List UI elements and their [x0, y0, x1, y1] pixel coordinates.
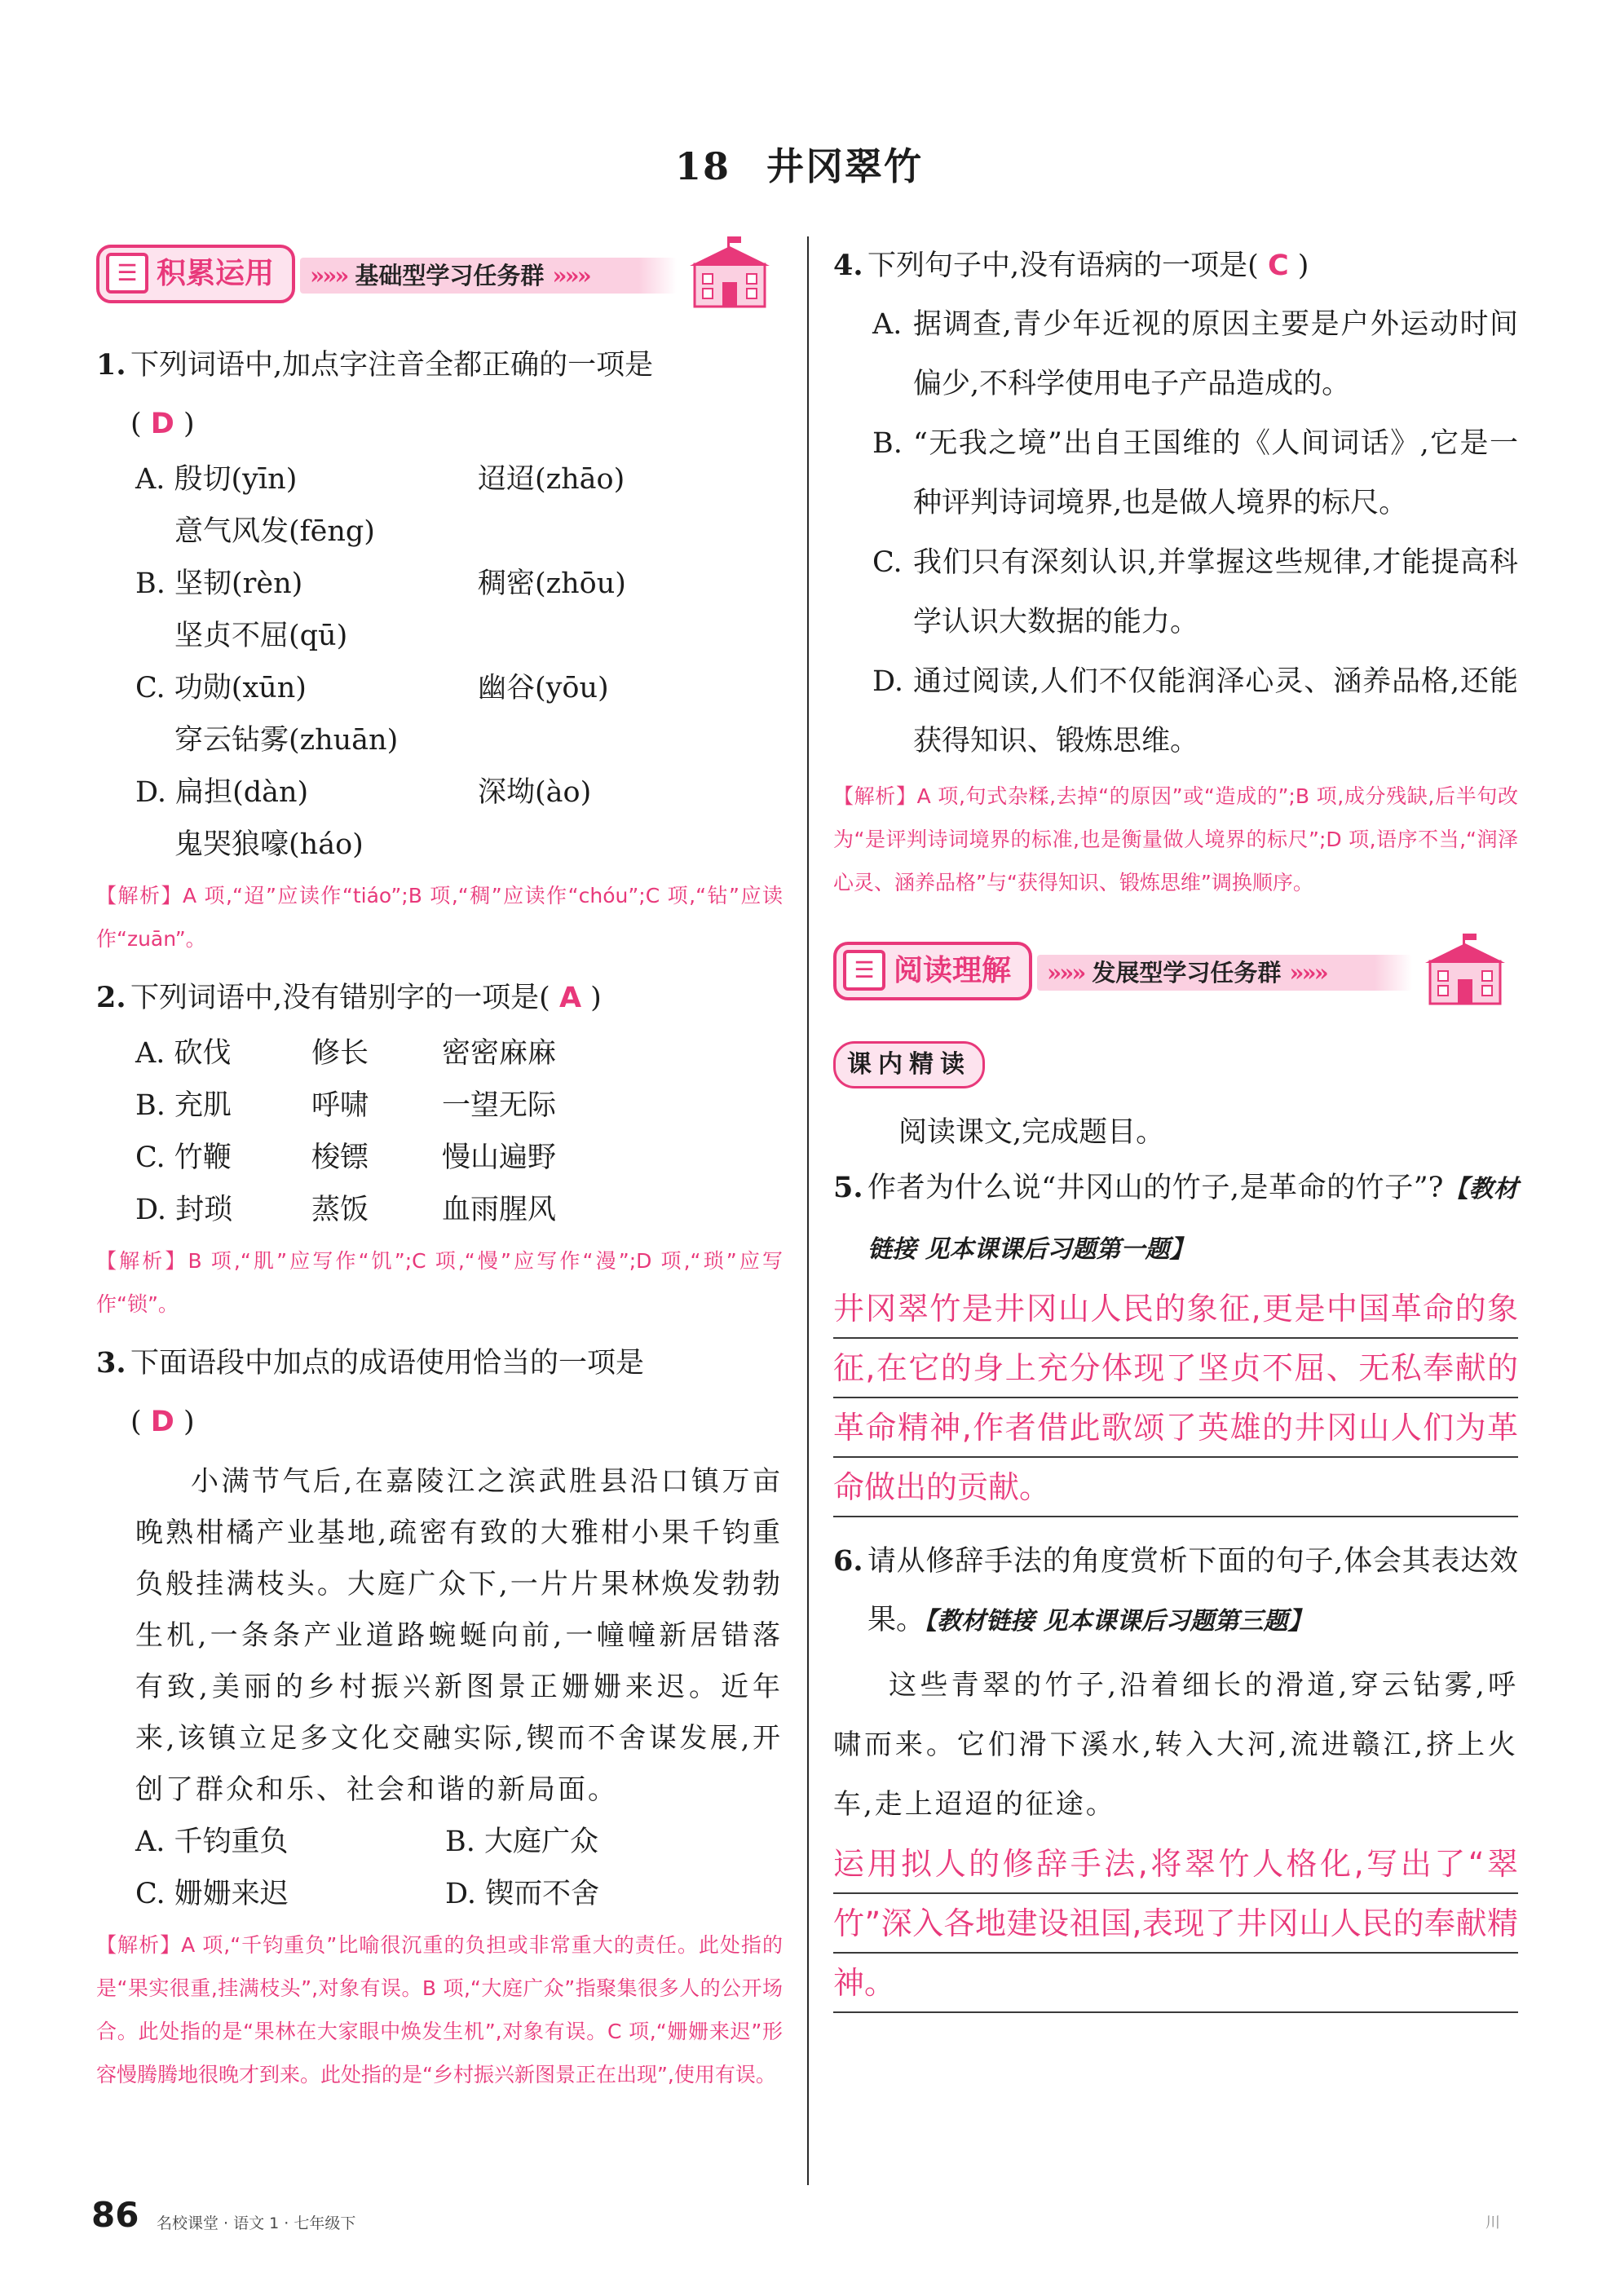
book-icon: ☰	[843, 950, 885, 991]
option-c: C. 我们只有深刻认识,并掌握这些规律,才能提高科学认识大数据的能力。	[872, 546, 1518, 638]
lesson-title: 井冈翠竹	[766, 144, 923, 188]
options	[135, 453, 783, 871]
option-d-2: 深坳(ào)	[478, 776, 592, 809]
section-banner-accumulate	[96, 236, 783, 315]
question-number: 3.	[96, 1346, 126, 1380]
handwritten-answer: 运用拟人的修辞手法,将翠竹人格化,写出了“翠竹”深入各地建设祖国,表现了井冈山人民的奉献精神。	[833, 1835, 1518, 2013]
question-2	[96, 969, 783, 1326]
option-d: D. 锲而不舍	[445, 1878, 600, 1910]
question-stem: 下面语段中加点的成语使用恰当的一项是 ( D )	[130, 1347, 645, 1438]
subsection-tag: 课内精读	[833, 1041, 985, 1088]
section-banner-reading	[833, 934, 1518, 1012]
option-cell: 呼啸	[311, 1089, 369, 1122]
option-a-3: 意气风发(fēng)	[174, 515, 375, 548]
option-cell: 蒸饭	[311, 1194, 369, 1226]
option-c: C. 姗姗来迟	[135, 1878, 289, 1910]
answer-choice: D	[150, 1406, 174, 1438]
option-b-2: 稠密(zhōu)	[478, 567, 626, 600]
school-icon	[685, 236, 775, 310]
option-cell: 密密麻麻	[442, 1037, 557, 1070]
option-b: B. “无我之境”出自王国维的《人间词话》,它是一种评判诗词境界,也是做人境界的标尺。	[872, 427, 1518, 519]
option-d: D. 扁担(dàn)	[135, 776, 309, 809]
option-a: A. 据调查,青少年近视的原因主要是户外运动时间偏少,不科学使用电子产品造成的。	[872, 308, 1518, 400]
section-tag: 积累运用	[96, 245, 295, 303]
option-a: A. 千钧重负	[135, 1826, 289, 1858]
textbook-link: 【教材链接 见本课课后习题第一题】	[867, 1175, 1518, 1264]
option-b: B. 坚韧(rèn)	[135, 567, 303, 600]
option-cell: 一望无际	[442, 1089, 557, 1122]
analysis: 【解析】A 项,“迢”应读作“tiáo”;B 项,“稠”应读作“chóu”;C 项,“钻”应读作“zuān”。	[96, 884, 783, 951]
question-6	[833, 1532, 1518, 2013]
question-number: 5.	[833, 1171, 863, 1204]
option-b: B. 大庭广众	[445, 1826, 598, 1858]
school-icon	[1420, 934, 1510, 1007]
analysis: 【解析】A 项,句式杂糅,去掉“的原因”或“造成的”;B 项,成分残缺,后半句改为“是评判诗词境界的标准,也是衡量做人境界的标尺”;D 项,语序不当,“润泽心灵、涵养品格”与“获得知识、锻炼思维”调换顺序。	[833, 784, 1518, 894]
passage: 小满节气后,在嘉陵江之滨武胜县沿口镇万亩晚熟柑橘产业基地,疏密有致的大雅柑小果千钧重负般挂满枝头。大庭广众下,一片片果林焕发勃勃生机,一条条产业道路蜿蜒向前,一幢幢新居错落有致,美丽的乡村振兴新图景正姗姗来迟。近年来,该镇立足多文化交融实际,锲而不舍谋发展,开创了群众和乐、社会和谐的新局面。	[135, 1465, 783, 1806]
section-strip: »»» 基础型学习任务群 »»»	[300, 258, 677, 294]
question-5	[833, 1159, 1518, 1517]
section-strip: »»» 发展型学习任务群 »»»	[1037, 955, 1412, 991]
option-cell: 梭镖	[311, 1141, 369, 1174]
passage: 这些青翠的竹子,沿着细长的滑道,穿云钻雾,呼啸而来。它们滑下溪水,转入大河,流进赣江,挤上火车,走上迢迢的征途。	[833, 1669, 1518, 1821]
question-number: 6.	[833, 1544, 863, 1578]
question-4	[833, 236, 1518, 904]
analysis: 【解析】A 项,“千钧重负”比喻很沉重的负担或非常重大的责任。此处指的是“果实很重,挂满枝头”,对象有误。B 项,“大庭广众”指聚集很多人的公开场合。此处指的是“果林在大家眼中焕发生机”,对象有误。C 项,“姗姗来迟”形容慢腾腾地很晚才到来。此处指的是“乡村振兴新图景正在出现”,使用有误。	[96, 1933, 783, 2086]
option-c-2: 幽谷(yōu)	[478, 672, 609, 704]
option-c-3: 穿云钻雾(zhuān)	[174, 724, 399, 757]
section-tag: 阅读理解	[833, 942, 1032, 1000]
option-a: A. 殷切(yīn)	[135, 463, 298, 496]
question-stem: 作者为什么说“井冈山的竹子,是革命的竹子”?【教材链接 见本课课后习题第一题】	[867, 1172, 1518, 1264]
option-cell: A. 砍伐	[135, 1037, 232, 1070]
option-cell: 血雨腥风	[442, 1194, 557, 1226]
option-a-2: 迢迢(zhāo)	[478, 463, 625, 496]
footer-mark: 川	[1485, 2214, 1500, 2232]
analysis: 【解析】B 项,“肌”应写作“饥”;C 项,“慢”应写作“漫”;D 项,“琐”应写作“锁”。	[96, 1249, 783, 1316]
answer-choice: C	[1267, 249, 1289, 282]
textbook-link: 【教材链接 见本课课后习题第三题】	[925, 1607, 1313, 1636]
option-d: D. 通过阅读,人们不仅能润泽心灵、涵养品格,还能获得知识、锻炼思维。	[872, 665, 1518, 757]
option-cell: 修长	[311, 1037, 369, 1070]
question-1	[96, 336, 783, 960]
option-b-3: 坚贞不屈(qū)	[174, 620, 348, 652]
page-title	[0, 137, 1598, 191]
question-stem: 下列词语中,加点字注音全都正确的一项是 ( D )	[130, 349, 654, 440]
question-number: 1.	[96, 348, 126, 382]
option-d-3: 鬼哭狼嚎(háo)	[174, 828, 364, 861]
question-number: 2.	[96, 981, 126, 1014]
option-cell: D. 封琐	[135, 1194, 233, 1226]
right-column	[833, 236, 1518, 2013]
book-icon: ☰	[106, 253, 148, 294]
page-number: 86	[91, 2195, 139, 2235]
question-stem: 下列词语中,没有错别字的一项是( A )	[130, 982, 602, 1014]
instruction: 阅读课文,完成题目。	[898, 1116, 1165, 1149]
options	[135, 1816, 783, 1920]
option-cell: B. 充肌	[135, 1089, 232, 1122]
option-c: C. 功勋(xūn)	[135, 672, 307, 704]
question-number: 4.	[833, 249, 863, 282]
answer-choice: A	[558, 982, 582, 1014]
options	[135, 1027, 783, 1236]
question-3	[96, 1334, 783, 2096]
question-stem: 下列句子中,没有语病的一项是( C )	[867, 249, 1309, 282]
option-cell: 慢山遍野	[442, 1141, 557, 1174]
column-divider	[807, 236, 809, 2185]
lesson-number: 18	[674, 144, 731, 188]
question-stem: 请从修辞手法的角度赏析下面的句子,体会其表达效果。【教材链接 见本课课后习题第三题】	[867, 1545, 1518, 1636]
handwritten-answer: 井冈翠竹是井冈山人民的象征,更是中国革命的象征,在它的身上充分体现了坚贞不屈、无私奉献的革命精神,作者借此歌颂了英雄的井冈山人们为革命做出的贡献。	[833, 1279, 1518, 1517]
footer-text: 名校课堂 · 语文 1 · 七年级下	[157, 2214, 356, 2232]
option-cell: C. 竹鞭	[135, 1141, 232, 1174]
answer-choice: D	[150, 408, 174, 440]
left-column	[96, 236, 783, 2104]
